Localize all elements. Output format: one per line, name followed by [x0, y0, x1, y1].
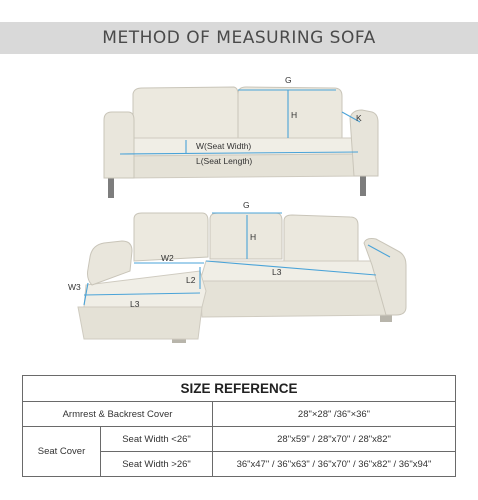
label-k: K	[356, 113, 362, 123]
seat-small-label: Seat Width <26"	[101, 427, 213, 452]
label-l3-chaise: L3	[130, 299, 140, 309]
right-armrest	[350, 110, 378, 176]
page-title: METHOD OF MEASURING SOFA	[102, 28, 376, 48]
label-h: H	[291, 110, 298, 120]
main-base	[200, 281, 394, 317]
main-seat	[200, 261, 384, 281]
label-g: G	[285, 75, 292, 85]
armrest-value: 28"×28" /36"×36"	[213, 402, 456, 427]
sofa-diagram-bottom	[0, 195, 478, 355]
chaise-base	[78, 307, 202, 339]
label-w3: W3	[68, 282, 81, 292]
table-row	[23, 402, 456, 427]
size-reference-table	[22, 375, 456, 477]
seat-small-value: 28"x59" / 28"x70" / 28"x82"	[213, 427, 456, 452]
label-seat-length: L(Seat Length)	[196, 156, 253, 166]
sofa-diagram-top	[0, 60, 478, 205]
table-row	[23, 427, 456, 452]
back-cushion-right	[238, 87, 342, 140]
left-armrest	[104, 112, 134, 178]
back-cushion-middle	[210, 213, 282, 259]
seat-large-label: Seat Width >26"	[101, 452, 213, 477]
label-g: G	[243, 200, 250, 210]
back-cushion-right	[284, 215, 358, 263]
label-w2: W2	[161, 253, 174, 263]
label-l3-main: L3	[272, 267, 282, 277]
label-seat-width: W(Seat Width)	[196, 141, 252, 151]
label-l2: L2	[186, 275, 196, 285]
table-title: SIZE REFERENCE	[23, 376, 456, 402]
label-h: H	[250, 232, 257, 242]
armrest-label: Armrest & Backrest Cover	[23, 402, 213, 427]
back-cushion-left	[133, 87, 238, 140]
chaise-armrest	[88, 241, 133, 285]
seat-large-value: 36"x47" / 36"x63" / 36"x70" / 36"x82" / 36"x94"	[213, 452, 456, 477]
seat-cover-label: Seat Cover	[23, 427, 101, 477]
header-banner	[0, 22, 478, 54]
sectional-illustration	[78, 213, 406, 343]
